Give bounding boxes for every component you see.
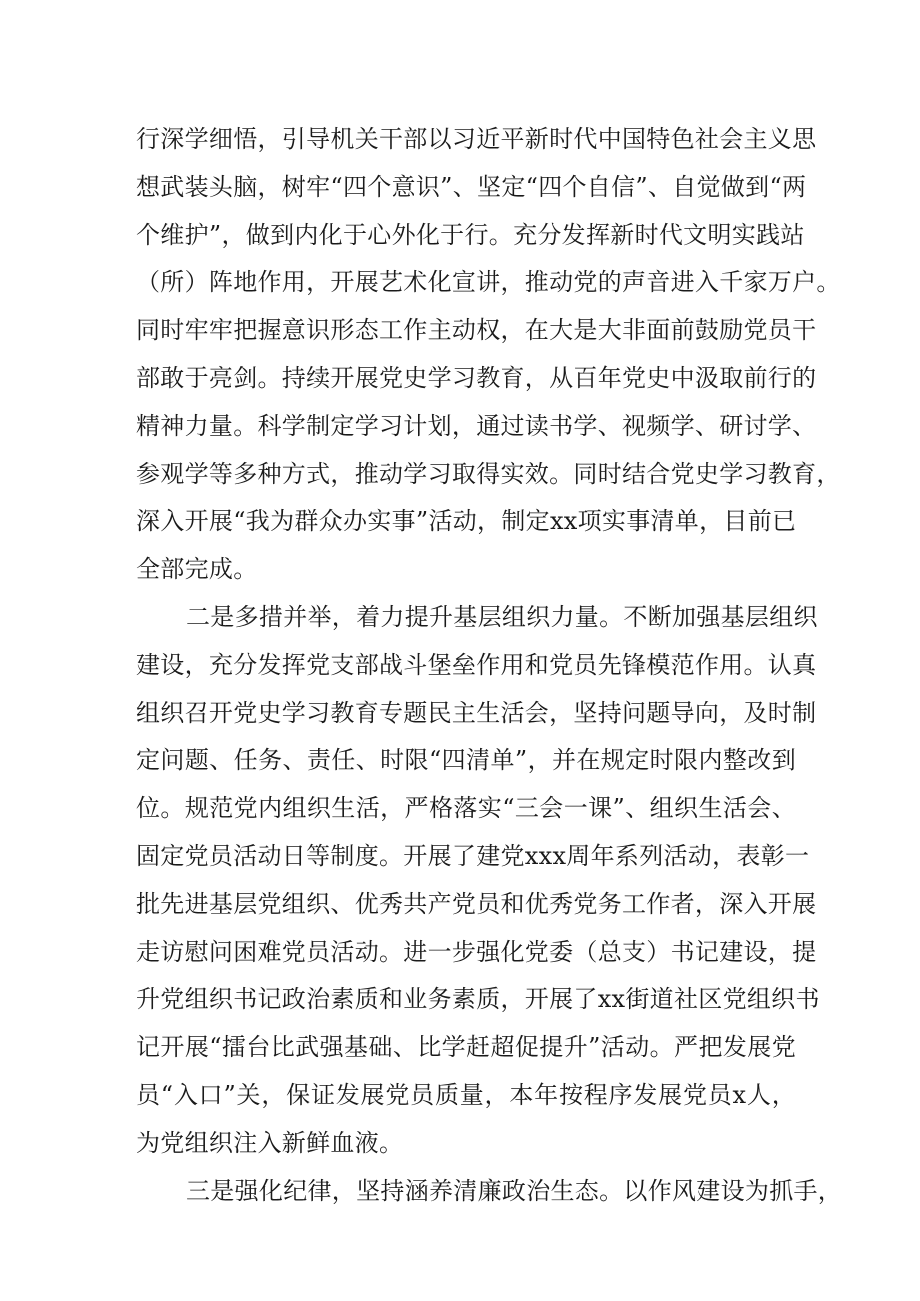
text-line: 参观学等多种方式，推动学习取得实效。同时结合党史学习教育， bbox=[136, 459, 841, 488]
text-line: 精神力量。科学制定学习计划，通过读书学、视频学、研讨学、 bbox=[136, 411, 817, 440]
text-line: 深入开展“我为群众办实事”活动，制定xx项实事清单，目前已 bbox=[136, 507, 797, 536]
text-line: （所）阵地作用，开展艺术化宣讲，推动党的声音进入千家万户。 bbox=[136, 268, 841, 297]
text-line: 三是强化纪律，坚持涵养清廉政治生态。以作风建设为抓手， bbox=[186, 1176, 843, 1205]
paragraph bbox=[136, 594, 820, 1168]
text-line: 定问题、任务、责任、时限“四清单”，并在规定时限内整改到 bbox=[136, 746, 796, 775]
text-line: 组织召开党史学习教育专题民主生活会，坚持问题导向，及时制 bbox=[136, 698, 817, 727]
text-line: 走访慰问困难党员活动。进一步强化党委（总支）书记建设，提 bbox=[136, 937, 817, 966]
text-line: 为党组织注入新鲜血液。 bbox=[136, 1128, 404, 1157]
text-line: 固定党员活动日等制度。开展了建党xxx周年系列活动，表彰一 bbox=[136, 841, 810, 870]
text-line: 员“入口”关，保证发展党员质量，本年按程序发展党员x人， bbox=[136, 1080, 796, 1109]
text-line: 升党组织书记政治素质和业务素质，开展了xx街道社区党组织书 bbox=[136, 985, 820, 1014]
text-line: 批先进基层党组织、优秀共产党员和优秀党务工作者，深入开展 bbox=[136, 889, 817, 918]
text-line: 想武装头脑，树牢“四个意识”、坚定“四个自信”、自觉做到“两 bbox=[136, 172, 807, 201]
paragraph bbox=[136, 116, 841, 594]
text-line: 部敢于亮剑。持续开展党史学习教育，从百年党史中汲取前行的 bbox=[136, 363, 817, 392]
text-line: 个维护”，做到内化于心外化于行。充分发挥新时代文明实践站 bbox=[136, 220, 805, 249]
text-line: 位。规范党内组织生活，严格落实“三会一课”、组织生活会、 bbox=[136, 794, 796, 823]
text-line: 二是多措并举，着力提升基层组织力量。不断加强基层组织 bbox=[186, 602, 818, 631]
text-line: 记开展“擂台比武强基础、比学赶超促提升”活动。严把发展党 bbox=[136, 1033, 796, 1062]
text-line: 行深学细悟，引导机关干部以习近平新时代中国特色社会主义思 bbox=[136, 125, 817, 153]
text-line: 同时牢牢把握意识形态工作主动权，在大是大非面前鼓励党员干 bbox=[136, 316, 817, 345]
text-line: 建设，充分发挥党支部战斗堡垒作用和党员先锋模范作用。认真 bbox=[136, 650, 817, 679]
text-line: 全部完成。 bbox=[136, 555, 258, 584]
paragraph bbox=[136, 1168, 843, 1216]
document-body bbox=[136, 116, 843, 1215]
